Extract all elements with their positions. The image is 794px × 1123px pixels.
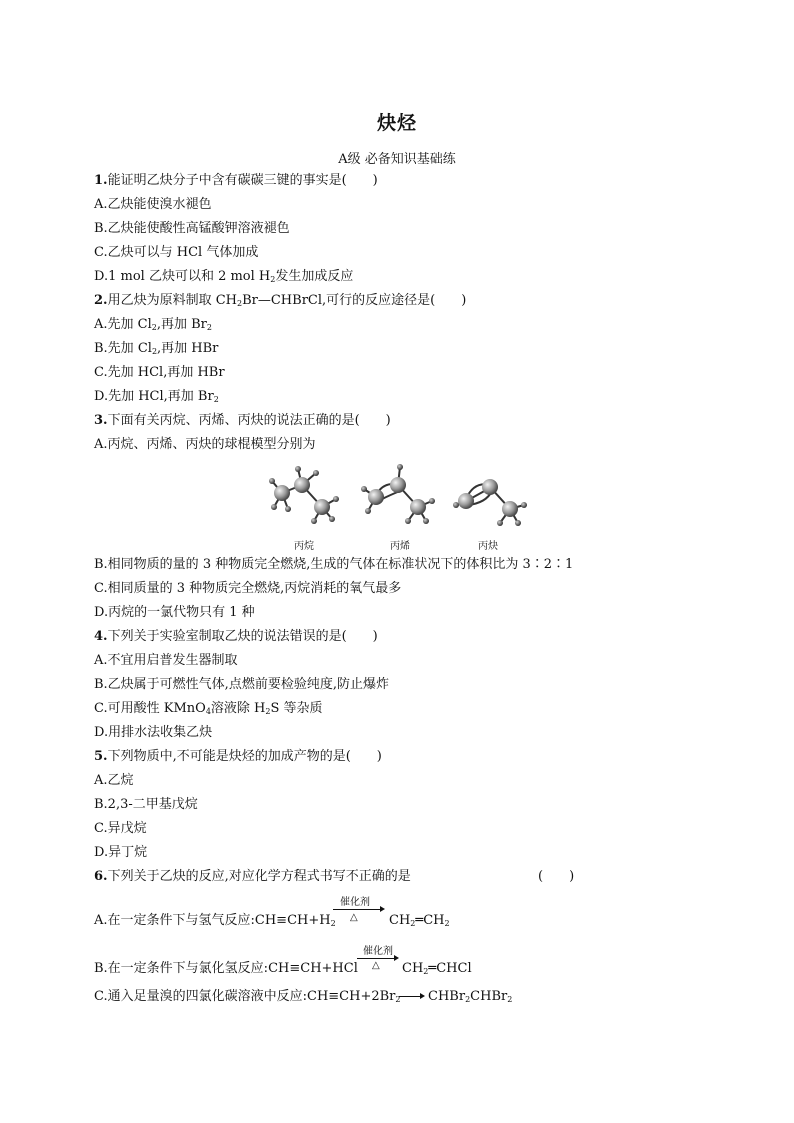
question-2-option-c: C.先加 HCl,再加 HBr	[94, 365, 225, 380]
question-number: 3.	[94, 413, 108, 428]
question-4-option-c: C.可用酸性 KMnO$_4$溶液除 $H_2S$ 等杂质	[94, 701, 323, 716]
question-4-stem: 4.下列关于实验室制取乙炔的说法错误的是( )	[94, 629, 378, 644]
question-4-option-d: D.用排水法收集乙炔	[94, 725, 213, 740]
question-number: 2.	[94, 293, 108, 308]
question-1-stem: 1.能证明乙炔分子中含有碳碳三键的事实是( )	[94, 173, 378, 188]
question-1-option-d: D.1 mol 乙炔可以和 2 mol $H_2$发生加成反应	[94, 269, 354, 284]
question-6-option-a-product: $CH_2═CH_2$	[389, 913, 450, 928]
section-heading: A级 必备知识基础练	[338, 152, 456, 167]
heat-label-a: △	[350, 912, 358, 923]
reaction-arrow-c	[399, 996, 421, 997]
propane-model	[269, 466, 339, 524]
propane-label: 丙烷	[294, 541, 314, 552]
question-6-option-b-product: $CH_2═CHCl$	[402, 961, 472, 976]
question-5-option-b: B.2,3-二甲基戊烷	[94, 797, 198, 812]
heat-label-b: △	[372, 960, 380, 971]
question-3-option-b: B.相同物质的量的 3 种物质完全燃烧,生成的气体在标准状况下的体积比为 3∶2∶1	[94, 557, 574, 572]
propene-label: 丙烯	[390, 541, 410, 552]
arrow-head-icon	[394, 955, 399, 961]
question-1-option-c: C.乙炔可以与 HCl 气体加成	[94, 245, 259, 260]
question-6-option-a: A.在一定条件下与氢气反应$:CH\equiv CH+H_2$	[94, 913, 336, 928]
question-2-option-a: A.先加 $Cl_2$,再加 $Br_2$	[94, 317, 212, 332]
question-number: 1.	[94, 173, 108, 188]
question-2-stem: 2.用乙炔为原料制取 $CH_2Br—CHBrCl$,可行的反应途径是( )	[94, 293, 467, 308]
question-3-stem: 3.下面有关丙烷、丙烯、丙炔的说法正确的是( )	[94, 413, 391, 428]
question-3-option-c: C.相同质量的 3 种物质完全燃烧,丙烷消耗的氧气最多	[94, 581, 402, 596]
page-title: 炔烃	[376, 112, 417, 134]
propyne-label: 丙炔	[478, 541, 498, 552]
catalyst-label-a: 催化剂	[340, 897, 370, 908]
question-5-option-c: C.异戊烷	[94, 821, 147, 836]
question-number: 4.	[94, 629, 108, 644]
question-5-stem: 5.下列物质中,不可能是炔烃的加成产物的是( )	[94, 749, 382, 764]
molecule-models-figure	[260, 455, 540, 535]
reaction-arrow-a	[333, 909, 381, 910]
question-1-option-b: B.乙炔能使酸性高锰酸钾溶液褪色	[94, 221, 290, 236]
arrow-head-icon	[420, 993, 425, 999]
question-6-stem: 6.下列关于乙炔的反应,对应化学方程式书写不正确的是	[94, 869, 411, 884]
question-4-option-b: B.乙炔属于可燃性气体,点燃前要检验纯度,防止爆炸	[94, 677, 389, 692]
ball-stick-models	[260, 455, 540, 555]
question-number: 6.	[94, 869, 108, 884]
propyne-model	[453, 479, 527, 526]
catalyst-label-b: 催化剂	[363, 946, 393, 957]
question-6-option-c: C.通入足量溴的四氯化碳溶液中反应$:CH\equiv CH+2Br_2$	[94, 989, 401, 1004]
question-2-option-b: B.先加 $Cl_2$,再加 HBr	[94, 341, 219, 356]
question-5-option-a: A.乙烷	[94, 773, 134, 788]
question-6-option-c-product: CHBr$_2$CHBr$_2$	[428, 989, 513, 1004]
question-3-option-d: D.丙烷的一氯代物只有 1 种	[94, 605, 255, 620]
reaction-arrow-b	[357, 958, 395, 959]
arrow-head-icon	[380, 906, 385, 912]
question-2-option-d: D.先加 HCl,再加 $Br_2$	[94, 389, 219, 404]
propene-model	[361, 464, 435, 524]
question-4-option-a: A.不宜用启普发生器制取	[94, 653, 238, 668]
question-1-option-a: A.乙炔能使溴水褪色	[94, 197, 212, 212]
question-6-option-b: B.在一定条件下与氯化氢反应:CH≡CH+HCl	[94, 961, 358, 976]
question-3-option-a: A.丙烷、丙烯、丙炔的球棍模型分别为	[94, 437, 316, 452]
question-number: 5.	[94, 749, 108, 764]
question-5-option-d: D.异丁烷	[94, 845, 148, 860]
question-6-answer-paren: ( )	[538, 869, 575, 884]
